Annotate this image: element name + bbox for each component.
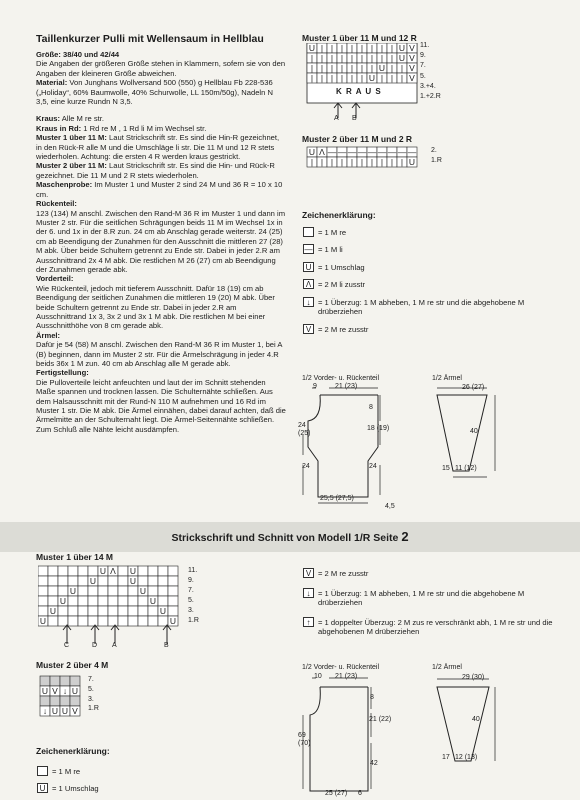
chart-symbol: | bbox=[340, 62, 344, 73]
chart-cell bbox=[78, 586, 88, 596]
m2-muster2-chart bbox=[38, 674, 84, 718]
dim-label: 40 bbox=[470, 428, 478, 435]
chart-cell bbox=[138, 566, 148, 576]
chart-symbol: | bbox=[310, 52, 314, 63]
aermel-text: Dafür je 54 (58) M anschl. Zwischen den Rand-M 36 R im Muster 1, bei A (B) beginnen, dann im Muster 2 str. Für die Ärmelschrägung in jeder 4.R beids 36x 1 M zun. 40 cm ab Anschlag alle M gerade abk. bbox=[36, 340, 283, 368]
chart-symbol: Λ bbox=[319, 146, 325, 157]
model-title: Taillenkurzer Pulli mit Wellensaum in Hellblau bbox=[36, 33, 264, 45]
maschenprobe-label: Maschenprobe: bbox=[36, 180, 93, 190]
chart-cell bbox=[158, 566, 168, 576]
kraus-label: Kraus: bbox=[36, 114, 61, 124]
chart-symbol: — bbox=[407, 146, 417, 157]
dim-label: 8 bbox=[370, 694, 374, 701]
dim-label: 11 (12) bbox=[455, 465, 477, 472]
chart-symbol: U bbox=[41, 685, 49, 696]
chart-cell bbox=[88, 606, 98, 616]
aermel-label: Ärmel: bbox=[36, 330, 61, 340]
dim-label: 40 bbox=[472, 716, 480, 723]
chart-cell bbox=[38, 586, 48, 596]
chart-symbol: — bbox=[327, 146, 337, 157]
chart-cell bbox=[68, 596, 78, 606]
legend-text: = 1 M li bbox=[318, 245, 343, 254]
dim-label: 21 (22) bbox=[369, 716, 392, 723]
chart-symbol: | bbox=[390, 156, 394, 167]
schnitt-sleeve-title: 1/2 Ärmel bbox=[432, 375, 462, 382]
yarn-over-icon: U bbox=[303, 262, 314, 272]
chart-symbol: U bbox=[368, 72, 376, 83]
chart-cell bbox=[38, 576, 48, 586]
dim-label: 29 (30) bbox=[462, 674, 485, 681]
chart-symbol: — bbox=[347, 146, 357, 157]
muster2-chart bbox=[305, 145, 430, 169]
chart-symbol: | bbox=[360, 62, 364, 73]
chart-cell bbox=[158, 576, 168, 586]
p2tog-icon: Λ bbox=[303, 279, 314, 289]
fertig-label: Fertigstellung: bbox=[36, 368, 89, 378]
chart-cell bbox=[38, 596, 48, 606]
dim-label: 42 bbox=[370, 760, 378, 767]
dim-label: 24 bbox=[302, 463, 310, 470]
dim-label: 26 (27) bbox=[462, 384, 485, 391]
chart-symbol: | bbox=[390, 52, 394, 63]
row-label: 1.+2.R bbox=[420, 93, 441, 101]
row-label: 11. bbox=[188, 567, 198, 574]
chart-symbol: | bbox=[350, 43, 354, 53]
dim-label: 9 bbox=[313, 383, 317, 390]
legend-text: = 2 M re zusstr bbox=[318, 569, 369, 578]
row-label: 9. bbox=[188, 577, 194, 584]
muster1-row-labels bbox=[420, 41, 441, 102]
material-label: Material: bbox=[36, 78, 68, 88]
rueckenteil-text: 123 (134) M anschl. Zwischen den Rand-M 36 R im Muster 1 und dann im Muster 2 str. Für die seitlichen Schrägungen beids 11 M im Wechsel 1x in der 6. und 1x in der 8.R zun. 24 cm ab Anschlag gerade weiterstr. 24 (25) cm ab Beendigung der Zunahmen für den Ausschnitt die mittleren 27 (28) M abk. Über beide Schultern getrennt zu Ende str. Dabei in jeder 2.R am Ausschnittrand 2x 4 M abk. Die restlichen M 26 (27) cm ab Beendigung der Zunahmen gerade abk. bbox=[36, 208, 286, 274]
chart-symbol: U bbox=[49, 605, 57, 616]
chart-cell bbox=[38, 606, 48, 616]
chart-symbol: — bbox=[367, 146, 377, 157]
chart-cell bbox=[58, 576, 68, 586]
dim-label: 69 (70) bbox=[298, 732, 311, 747]
chart-cell bbox=[118, 596, 128, 606]
chart-symbol: | bbox=[370, 43, 374, 53]
legend-text: = 2 M li zusstr bbox=[318, 280, 366, 289]
chart-symbol: | bbox=[330, 156, 334, 167]
chart-symbol: V bbox=[409, 62, 415, 73]
row-label: 1.R bbox=[88, 705, 99, 713]
kraus-rd-text: 1 Rd re M , 1 Rd li M im Wechsel str. bbox=[83, 123, 207, 133]
intro-text: Die Angaben der größeren Größe stehen in Klammern, sofern sie von den Angaben der kleineren Größe abweichen. bbox=[36, 59, 286, 78]
row-label: 7. bbox=[88, 676, 94, 683]
legend-text: = 1 Umschlag bbox=[318, 263, 365, 272]
chart-cell bbox=[128, 606, 138, 616]
chart-cell bbox=[168, 586, 178, 596]
row-label: 5. bbox=[188, 597, 194, 604]
dim-label: 17 bbox=[442, 754, 450, 761]
chart-symbol: | bbox=[320, 52, 324, 63]
chart-symbol: | bbox=[360, 43, 364, 53]
purl-icon: — bbox=[304, 245, 313, 254]
chart-symbol: | bbox=[360, 156, 364, 167]
front-schnitt bbox=[298, 385, 418, 510]
chart-symbol: U bbox=[398, 52, 406, 63]
chart-symbol: U bbox=[139, 585, 147, 596]
sizes-label: Größe: 38/40 und 42/44 bbox=[36, 50, 120, 59]
chart-cell bbox=[118, 586, 128, 596]
muster1-text: Laut Strickschrift str. Es sind die Hin-R gezeichnet, in den Rück-R alle M und die Umschläge li str. Die 11 M und 12 R stets wiederholen. Achtung: die ersten 4 R werden kraus gestrickt. bbox=[36, 133, 280, 162]
chart-cell bbox=[138, 596, 148, 606]
legend-text: = 1 Überzug: 1 M abheben, 1 M re str und die abgehobene M drüberziehen bbox=[318, 589, 525, 607]
legend-text: = 1 doppelter Überzug: 2 M zus re verschränkt abh, 1 M re str und die abgehobenen M drüberziehen bbox=[318, 618, 553, 636]
chart-symbol: | bbox=[380, 43, 384, 53]
vorderteil-text: Wie Rückenteil, jedoch mit tieferem Ausschnitt. Dafür 18 (19) cm ab Beendigung der seitlichen Zunahmen die mittleren 19 (20) M abk. Über beide Schultern getrennt zu Ende str. Dabei in jeder 2.R am Ausschnittrand 1x 3, 3x 2 und 3x 1 M abk. Die restlichen M bei einer Ausschnitthöhe von 8 cm gerade abk. bbox=[36, 283, 275, 331]
schnitt-sleeve-title: 1/2 Ärmel bbox=[432, 664, 462, 671]
chart-symbol: | bbox=[370, 62, 374, 73]
muster2-title: Muster 2 über 11 M und 2 R bbox=[302, 134, 413, 144]
chart-symbol: U bbox=[99, 565, 107, 576]
chart-symbol: | bbox=[310, 72, 314, 83]
chart-symbol: | bbox=[390, 43, 394, 53]
chart-cell bbox=[58, 606, 68, 616]
legend-text: = 1 M re bbox=[318, 228, 347, 237]
muster2-row-labels bbox=[431, 146, 442, 166]
chart-cell bbox=[118, 576, 128, 586]
band-title-text: Strickschrift und Schnitt von Modell 1/R Seite bbox=[171, 532, 399, 544]
row-label: 7. bbox=[188, 587, 194, 594]
chart-symbol: U bbox=[169, 615, 177, 626]
chart-symbol: | bbox=[330, 52, 334, 63]
front-schnitt-2 bbox=[298, 673, 418, 798]
chart-cell bbox=[108, 596, 118, 606]
row-label: 5. bbox=[420, 72, 426, 80]
dim-label: 10 bbox=[314, 673, 322, 680]
schnitt-front-title: 1/2 Vorder- u. Rückenteil bbox=[302, 664, 380, 671]
chart-cell bbox=[48, 566, 58, 576]
dim-label: 4,5 bbox=[385, 503, 395, 510]
m2-muster2-row-labels bbox=[88, 675, 99, 714]
chart-symbol: U bbox=[159, 605, 167, 616]
dim-label: 15 bbox=[442, 465, 450, 472]
chart-symbol: | bbox=[360, 72, 364, 83]
muster1-label: Muster 1 über 11 M: bbox=[36, 133, 107, 143]
chart-symbol: U bbox=[129, 565, 137, 576]
material-text: Von Junghans Wollversand 500 (550) g Hellblau Fb 228-536 („Holiday“, 60% Baumwolle, 40% Schurwolle, LL 150m/50g), Nadeln N 3,5, eine kurze Rundn N 3,5. bbox=[36, 78, 273, 107]
dim-label: 25,5 (27,5) bbox=[320, 495, 354, 502]
kraus-rd-label: Kraus in Rd: bbox=[36, 123, 82, 133]
chart-cell bbox=[78, 566, 88, 576]
chart-symbol: | bbox=[400, 156, 404, 167]
maschenprobe-text: Im Muster 1 und Muster 2 sind 24 M und 36 R = 10 x 10 cm. bbox=[36, 180, 283, 199]
chart-symbol: U bbox=[308, 43, 316, 53]
marker-a: A bbox=[334, 115, 339, 122]
m2-muster2-title: Muster 2 über 4 M bbox=[36, 660, 109, 670]
chart-symbol: U bbox=[129, 575, 137, 586]
chart-cell bbox=[168, 566, 178, 576]
vorderteil-label: Vorderteil: bbox=[36, 274, 74, 284]
chart-symbol: Λ bbox=[110, 565, 116, 576]
chart-symbol: | bbox=[320, 72, 324, 83]
marker-b: B bbox=[352, 115, 357, 122]
chart-cell bbox=[118, 566, 128, 576]
dim-label: 21 (23) bbox=[335, 673, 358, 680]
chart-cell bbox=[68, 566, 78, 576]
knit-icon bbox=[37, 766, 48, 776]
dim-label: 18 (19) bbox=[367, 425, 390, 432]
chart-symbol: ↓ bbox=[62, 685, 68, 696]
chart-symbol: U bbox=[378, 62, 386, 73]
dim-label: 8 bbox=[369, 404, 373, 411]
m2-muster1-chart bbox=[38, 564, 188, 630]
k2tog-icon: V bbox=[303, 324, 314, 334]
chart-symbol: | bbox=[330, 43, 334, 53]
yarn-over-icon: U bbox=[37, 783, 48, 793]
chart-symbol: U bbox=[39, 615, 47, 626]
chart-cell bbox=[168, 596, 178, 606]
row-label: 3. bbox=[88, 695, 94, 703]
chart-symbol: V bbox=[52, 685, 58, 696]
chart-cell bbox=[98, 586, 108, 596]
k2tog-icon: V bbox=[303, 568, 314, 578]
chart-symbol: V bbox=[409, 52, 415, 63]
double-decrease-icon: ↑ bbox=[303, 617, 314, 627]
fertig-text: Die Pulloverteile leicht anfeuchten und laut der im Schnitt stehenden Maße spannen und trocknen lassen. Die Schulternähte schließen. Aus dem Halsausschnitt mit der Rund-N 110 M aufnehmen und 16 Rd im Muster 1 str. Die M abk. Die Ärmel einnähen, dabei darauf achten, daß die Ärmelmitte an der Schulternaht liegt. Die Ärmel-Seitennähte schließen. Zum Schluß alle Nähte leicht ausdämpfen. bbox=[36, 377, 286, 434]
chart-cell bbox=[60, 676, 70, 686]
chart-cell bbox=[40, 696, 50, 706]
chart-cell bbox=[58, 586, 68, 596]
chart-symbol: — bbox=[397, 146, 407, 157]
chart-cell bbox=[68, 576, 78, 586]
rueckenteil-label: Rückenteil: bbox=[36, 199, 77, 209]
band-number: 2 bbox=[401, 529, 409, 544]
m2-muster1-row-labels bbox=[188, 566, 199, 626]
chart-cell bbox=[148, 606, 158, 616]
dim-label: 24 bbox=[369, 463, 377, 470]
row-label: 11. bbox=[420, 42, 430, 49]
chart-symbol: ↓ bbox=[42, 705, 48, 716]
chart-symbol: — bbox=[357, 146, 367, 157]
chart-cell bbox=[108, 606, 118, 616]
legend-text: = 1 Überzug: 1 M abheben, 1 M re str und die abgehobene M drüberziehen bbox=[318, 298, 525, 316]
schnitt-front-title: 1/2 Vorder- u. Rückenteil bbox=[302, 375, 380, 382]
chart-symbol: U bbox=[51, 705, 59, 716]
chart-cell bbox=[88, 566, 98, 576]
row-label: 3. bbox=[188, 607, 194, 614]
row-label: 5. bbox=[88, 685, 94, 693]
chart-symbol: | bbox=[340, 52, 344, 63]
chart-symbol: U bbox=[398, 43, 406, 53]
muster1-title: Muster 1 über 11 M und 12 R bbox=[302, 33, 417, 43]
chart-cell bbox=[60, 696, 70, 706]
chart-symbol: | bbox=[390, 72, 394, 83]
marker-c: C bbox=[64, 642, 70, 649]
legend-text: = 1 Umschlag bbox=[52, 784, 99, 793]
chart-cell bbox=[48, 576, 58, 586]
chart-cell bbox=[128, 586, 138, 596]
chart-symbol: — bbox=[337, 146, 347, 157]
dim-label: 6 bbox=[358, 790, 362, 797]
row-label: 1.R bbox=[431, 157, 442, 164]
kraus-label: K R A U S bbox=[336, 87, 382, 96]
chart-symbol: | bbox=[330, 62, 334, 73]
m2-muster1-arrows bbox=[55, 624, 185, 644]
legend-title: Zeichenerklärung: bbox=[302, 210, 376, 220]
section-band-title bbox=[0, 529, 580, 544]
row-label: 2. bbox=[431, 147, 437, 154]
chart-symbol: — bbox=[387, 146, 397, 157]
chart-cell bbox=[148, 576, 158, 586]
chart-cell bbox=[108, 576, 118, 586]
row-label: 9. bbox=[420, 52, 426, 60]
chart-symbol: | bbox=[320, 156, 324, 167]
knit-icon bbox=[303, 227, 314, 237]
chart-symbol: | bbox=[390, 62, 394, 73]
chart-cell bbox=[108, 586, 118, 596]
marker-d: D bbox=[92, 642, 98, 649]
chart-symbol: | bbox=[320, 43, 324, 53]
chart-symbol: U bbox=[89, 575, 97, 586]
chart-symbol: U bbox=[69, 585, 77, 596]
chart-symbol: U bbox=[61, 705, 69, 716]
chart-cell bbox=[168, 606, 178, 616]
chart-cell bbox=[48, 586, 58, 596]
chart-symbol: U bbox=[308, 146, 316, 157]
row-label: 3.+4. bbox=[420, 82, 436, 90]
chart-cell bbox=[50, 676, 60, 686]
chart-symbol: | bbox=[380, 52, 384, 63]
skp-icon: ↓ bbox=[303, 297, 314, 307]
chart-cell bbox=[138, 576, 148, 586]
chart-symbol: | bbox=[340, 156, 344, 167]
chart-cell bbox=[168, 576, 178, 586]
chart-cell bbox=[68, 606, 78, 616]
muster2-text: Laut Strickschrift str. Es sind die Hin- und Rück-R gezeichnet. Die 11 M und 2 R stets wiederholen. bbox=[36, 161, 275, 180]
chart-symbol: | bbox=[350, 62, 354, 73]
chart-cell bbox=[148, 566, 158, 576]
dim-label: 21 (23) bbox=[335, 383, 358, 390]
chart-cell bbox=[48, 596, 58, 606]
chart-cell bbox=[158, 586, 168, 596]
chart-symbol: | bbox=[400, 62, 404, 73]
chart-cell bbox=[40, 676, 50, 686]
m2-muster1-title: Muster 1 über 14 M bbox=[36, 552, 113, 562]
muster2-label: Muster 2 über 11 M: bbox=[36, 161, 107, 171]
chart-symbol: | bbox=[380, 156, 384, 167]
chart-symbol: | bbox=[380, 72, 384, 83]
chart-symbol: U bbox=[149, 595, 157, 606]
chart-symbol: | bbox=[350, 72, 354, 83]
chart-symbol: — bbox=[377, 146, 387, 157]
chart-cell bbox=[38, 566, 48, 576]
chart-cell bbox=[98, 606, 108, 616]
instructions-text bbox=[36, 50, 286, 434]
chart-symbol: | bbox=[340, 72, 344, 83]
chart-symbol: | bbox=[340, 43, 344, 53]
row-label: 1.R bbox=[188, 617, 199, 624]
dim-label: 24 (25) bbox=[298, 422, 311, 437]
legend-text: = 2 M re zusstr bbox=[318, 325, 369, 334]
chart-cell bbox=[98, 596, 108, 606]
chart-cell bbox=[78, 596, 88, 606]
chart-cell bbox=[88, 586, 98, 596]
chart-cell bbox=[50, 696, 60, 706]
dim-label: 12 (13) bbox=[455, 754, 478, 761]
chart-symbol: V bbox=[409, 72, 415, 83]
legend-text: = 1 M re bbox=[52, 767, 81, 776]
chart-symbol: V bbox=[72, 705, 78, 716]
marker-a: A bbox=[112, 642, 117, 649]
chart-symbol: | bbox=[330, 72, 334, 83]
chart-cell bbox=[118, 606, 128, 616]
chart-cell bbox=[70, 696, 80, 706]
chart-symbol: | bbox=[370, 52, 374, 63]
chart-symbol: | bbox=[400, 72, 404, 83]
chart-symbol: U bbox=[71, 685, 79, 696]
chart-symbol: U bbox=[408, 156, 416, 167]
chart-cell bbox=[158, 596, 168, 606]
chart-symbol: | bbox=[370, 156, 374, 167]
sleeve-schnitt bbox=[425, 383, 535, 493]
chart-symbol: | bbox=[310, 156, 314, 167]
chart-cell bbox=[148, 586, 158, 596]
chart-cell bbox=[88, 596, 98, 606]
chart-symbol: | bbox=[360, 52, 364, 63]
row-label: 7. bbox=[420, 62, 426, 70]
chart-cell bbox=[58, 566, 68, 576]
marker-b: B bbox=[164, 642, 169, 649]
chart-symbol: U bbox=[59, 595, 67, 606]
dim-label: 25 (27) bbox=[325, 790, 348, 797]
chart-symbol: V bbox=[409, 43, 415, 53]
kraus-text: Alle M re str. bbox=[61, 114, 104, 124]
chart-cell bbox=[98, 576, 108, 586]
chart-symbol: | bbox=[350, 156, 354, 167]
chart-cell bbox=[78, 606, 88, 616]
chart-symbol: | bbox=[320, 62, 324, 73]
chart-symbol: | bbox=[350, 52, 354, 63]
chart-cell bbox=[128, 596, 138, 606]
skp-icon: ↓ bbox=[303, 588, 314, 598]
chart-symbol: | bbox=[310, 62, 314, 73]
chart-cell bbox=[138, 606, 148, 616]
chart-cell bbox=[70, 676, 80, 686]
m2-legend-title: Zeichenerklärung: bbox=[36, 746, 110, 756]
chart-cell bbox=[78, 576, 88, 586]
